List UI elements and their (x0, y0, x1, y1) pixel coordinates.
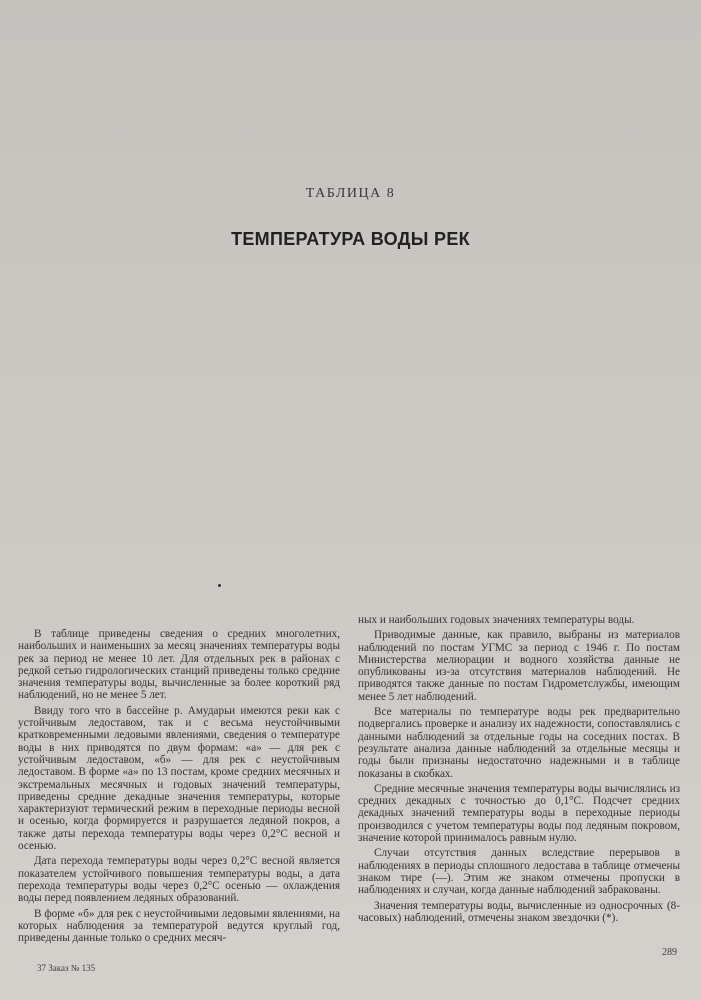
page-title: ТЕМПЕРАТУРА ВОДЫ РЕК (231, 229, 470, 249)
ink-speck (218, 584, 221, 587)
paragraph: Ввиду того что в бассейне р. Амударьи имеются реки как с устойчивым ледоставом, так и с весьма неустойчивыми кратковременными ледовыми явлениями, сведения о температуре воды в них приводятся по двум формам: «а» — для рек с устойчивым ледоставом, «б» — для рек с неустойчивым ледоставом. В форме «а» по 13 постам, кроме средних месячных и экстремальных месячных и годовых значений температуры, приведены средние декадные значения температуры, которые характеризуют термический режим в переходные периоды весной и осенью, когда формируется и разрушается ледяной покров, а также даты перехода температуры воды через 0,2°С весной и осенью. (18, 704, 340, 853)
left-column (18, 628, 340, 947)
paragraph: Все материалы по температуре воды рек предварительно подвергались проверке и анализу их надежности, сопоставлялись с данными наблюдений за отдельные годы на соседних постах. В результате анализа данные наблюдений за отдельные месяцы и годы были признаны недостаточно надежными и в таблице показаны в скобках. (358, 706, 680, 780)
paragraph: Средние месячные значения температуры воды вычислялись из средних декадных с точностью до 0,1°С. Подсчет средних декадных значений температуры воды в переходные периоды производился с учетом температуры воды под ледяным покровом, значение которой принималось равным нулю. (358, 782, 680, 845)
paragraph: Случаи отсутствия данных вследствие перерывов в наблюдениях в периоды сплошного ледостава в таблице отмечены знаком тире (—). Этим же знаком отмечены пропуски в наблюдениях и случаи, когда данные наблюдений забракованы. (358, 847, 680, 897)
print-order-note: 37 Заказ № 135 (37, 963, 96, 973)
paragraph: В форме «б» для рек с неустойчивыми ледовыми явлениями, на которых наблюдения за температурой ведутся круглый год, приведены данные только о средних месяч- (18, 907, 340, 945)
paragraph: Дата перехода температуры воды через 0,2°С весной является показателем устойчивого повышения температуры воды, а дата перехода температуры воды через 0,2°С осенью — охлаждения воды перед появлением ледяных образований. (18, 855, 340, 905)
page-number: 289 (662, 947, 677, 958)
paragraph-continuation: ных и наибольших годовых значениях температуры воды. (358, 614, 635, 626)
paragraph: Значения температуры воды, вычисленные из односрочных (8-часовых) наблюдений, отмечены знаком звездочки (*). (358, 899, 680, 924)
paragraph: Приводимые данные, как правило, выбраны из материалов наблюдений по постам УГМС за период с 1946 г. По постам Министерства мелиорации и водного хозяйства данные не опубликованы из-за отсутствия материалов наблюдений. Не приводятся также данные по постам Гидрометслужбы, имеющим менее 5 лет наблюдений. (358, 629, 680, 703)
table-caption: ТАБЛИЦА 8 (305, 186, 396, 201)
paragraph: В таблице приведены сведения о средних многолетних, наибольших и наименьших за месяц значениях температуры воды рек за период не менее 10 лет. Для отдельных рек в районах с редкой сетью гидрологических станций приведены только средние значения температуры воды, вычисленные за более короткий ряд наблюдений, но не менее 5 лет. (18, 628, 340, 702)
right-column (358, 614, 680, 927)
